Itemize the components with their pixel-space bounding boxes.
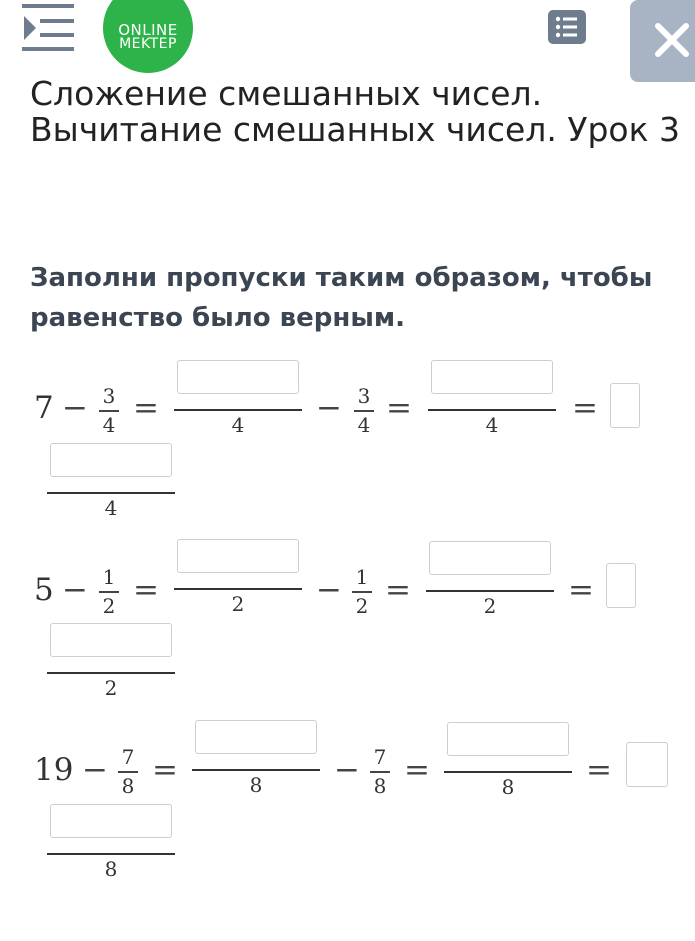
numerator-input[interactable] xyxy=(195,720,317,754)
minus-sign: − xyxy=(62,390,88,426)
fraction-denominator: 4 xyxy=(102,413,116,437)
numerator-input[interactable] xyxy=(50,443,172,477)
numerator-input[interactable] xyxy=(429,541,551,575)
fraction-denominator: 4 xyxy=(357,413,371,437)
close-icon xyxy=(654,22,690,58)
equals-sign: = xyxy=(404,752,430,788)
online-mektep-logo[interactable] xyxy=(103,0,193,73)
equals-sign: = xyxy=(133,572,159,608)
equals-sign: = xyxy=(385,572,411,608)
fraction-numerator: 7 xyxy=(373,745,387,769)
fraction-numerator: 7 xyxy=(121,745,135,769)
equals-sign: = xyxy=(386,390,412,426)
minus-sign: − xyxy=(316,390,342,426)
logo-text-line2: MEKTEP xyxy=(119,36,177,52)
equals-sign: = xyxy=(586,752,612,788)
equals-sign: = xyxy=(572,390,598,426)
equals-sign: = xyxy=(568,572,594,608)
lesson-title: Сложение смешанных чисел. Вычитание смешанных чисел. Урок 3 xyxy=(30,74,681,149)
fraction-denominator: 4 xyxy=(485,413,499,437)
minus-sign: − xyxy=(62,572,88,608)
whole-part-input[interactable] xyxy=(610,383,640,428)
numerator-input[interactable] xyxy=(447,722,569,756)
numerator-input[interactable] xyxy=(177,360,299,394)
fraction-denominator: 4 xyxy=(104,496,118,520)
fraction-denominator: 4 xyxy=(231,413,245,437)
close-button[interactable] xyxy=(630,0,695,82)
fraction-numerator: 1 xyxy=(355,565,369,589)
list-icon[interactable] xyxy=(548,10,586,44)
equals-sign: = xyxy=(133,390,159,426)
fraction-denominator: 2 xyxy=(231,592,245,616)
menu-icon[interactable] xyxy=(22,4,74,52)
fraction-numerator: 1 xyxy=(102,565,116,589)
logo-text-line1: ONLINE xyxy=(118,21,178,39)
fraction-denominator: 2 xyxy=(104,676,118,700)
fraction-numerator: 3 xyxy=(102,384,116,408)
equals-sign: = xyxy=(152,752,178,788)
fraction-numerator: 3 xyxy=(357,384,371,408)
whole-part-input[interactable] xyxy=(606,563,636,608)
numerator-input[interactable] xyxy=(50,623,172,657)
fraction-denominator: 8 xyxy=(249,773,263,797)
fraction-denominator: 8 xyxy=(373,774,387,798)
fraction-denominator: 8 xyxy=(104,857,118,881)
minus-sign: − xyxy=(316,572,342,608)
fraction-denominator: 2 xyxy=(102,594,116,618)
minus-sign: − xyxy=(82,752,108,788)
minus-sign: − xyxy=(334,752,360,788)
numerator-input[interactable] xyxy=(50,804,172,838)
whole-number: 7 xyxy=(34,390,54,426)
fraction-denominator: 2 xyxy=(355,594,369,618)
fraction-denominator: 2 xyxy=(483,594,497,618)
whole-number: 19 xyxy=(34,752,74,788)
fraction-denominator: 8 xyxy=(501,775,515,799)
fraction-denominator: 8 xyxy=(121,774,135,798)
whole-part-input[interactable] xyxy=(626,742,668,787)
numerator-input[interactable] xyxy=(431,360,553,394)
task-instruction: Заполни пропуски таким образом, чтобы равенство было верным. xyxy=(30,263,653,333)
numerator-input[interactable] xyxy=(177,539,299,573)
whole-number: 5 xyxy=(34,572,54,608)
